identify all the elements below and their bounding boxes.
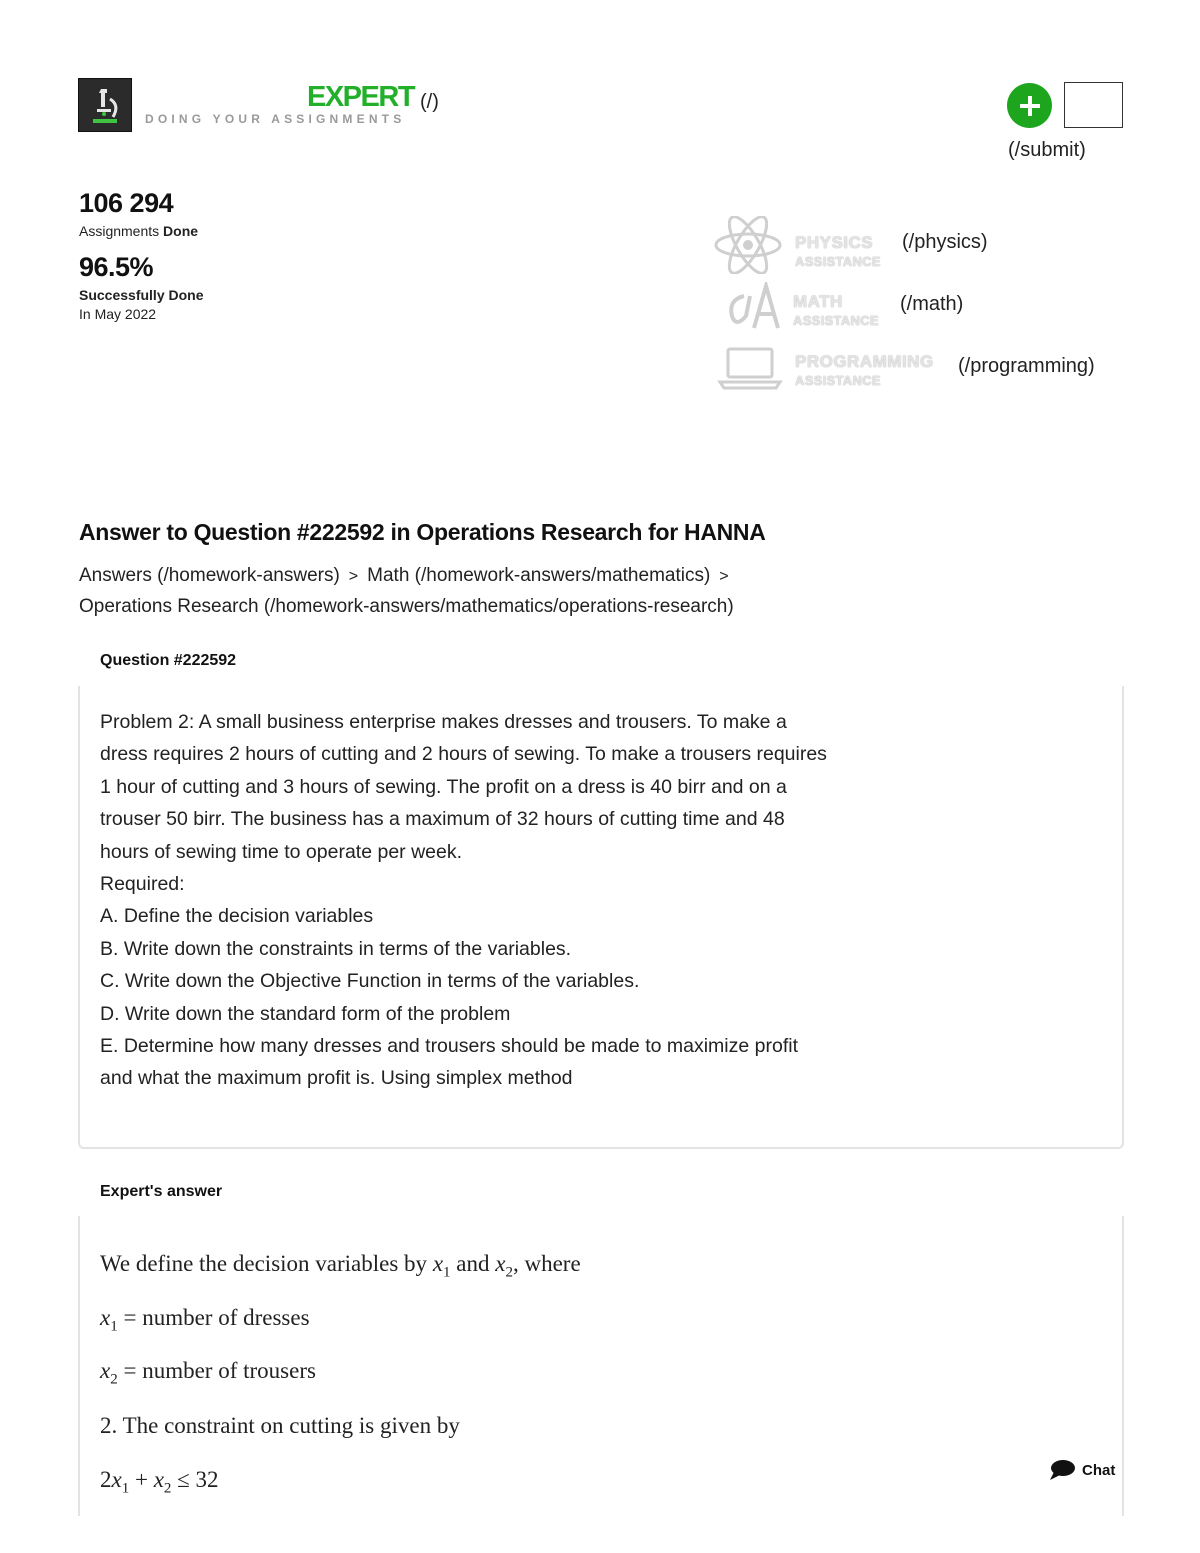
service-physics-name[interactable]: PHYSICS bbox=[795, 233, 874, 252]
brand-name[interactable]: EXPERT bbox=[307, 81, 415, 113]
submit-image-placeholder[interactable] bbox=[1064, 82, 1123, 128]
question-label: Question #222592 bbox=[100, 652, 237, 669]
service-programming-sub: ASSISTANCE bbox=[795, 373, 881, 388]
question-line: Problem 2: A small business enterprise makes dresses and trousers. To make a bbox=[100, 711, 787, 733]
success-rate: 96.5% bbox=[79, 252, 154, 282]
breadcrumb-separator: > bbox=[348, 568, 359, 585]
submit-button[interactable] bbox=[1007, 83, 1052, 128]
question-text bbox=[100, 706, 900, 1095]
question-line: Required: bbox=[100, 873, 185, 896]
answer-line-constraint-heading: 2. The constraint on cutting is given by bbox=[100, 1413, 460, 1438]
answer-text: , where bbox=[512, 1251, 581, 1276]
math-symbol-icon[interactable] bbox=[724, 282, 780, 332]
assignments-label-text: Assignments bbox=[79, 223, 160, 239]
assignments-count: 106 294 bbox=[79, 188, 174, 218]
chat-label: Chat bbox=[1082, 1461, 1116, 1479]
question-line: 1 hour of cutting and 3 hours of sewing. The profit on a dress is 40 birr and on a bbox=[100, 775, 787, 798]
question-line: D. Write down the standard form of the problem bbox=[100, 1002, 511, 1025]
question-line: hours of sewing time to operate per week. bbox=[100, 840, 463, 863]
laptop-icon[interactable] bbox=[716, 346, 784, 390]
brand-link[interactable]: (/) bbox=[420, 91, 439, 113]
breadcrumb bbox=[79, 561, 979, 622]
page-title: Answer to Question #222592 in Operations Research for HANNA bbox=[79, 519, 766, 545]
answer-line-constraint: $2x_1 + x_2 \le 32$ bbox=[100, 1467, 219, 1497]
service-physics-link[interactable]: (/physics) bbox=[902, 231, 988, 253]
success-label: Successfully Done bbox=[79, 287, 204, 303]
question-line: C. Write down the Objective Function in terms of the variables. bbox=[100, 970, 640, 993]
service-programming-name[interactable]: PROGRAMMING bbox=[795, 352, 934, 371]
answer-text: = number of dresses bbox=[123, 1305, 310, 1330]
assignments-label-bold: Done bbox=[163, 223, 199, 239]
submit-link[interactable]: (/submit) bbox=[1008, 139, 1086, 161]
answer-text: = number of trousers bbox=[123, 1358, 316, 1383]
answer-text: ≤ 32 bbox=[177, 1467, 219, 1492]
answer-line-x1: $x_1$ = number of dresses bbox=[100, 1305, 310, 1335]
question-line: E. Determine how many dresses and trousers should be made to maximize profit bbox=[100, 1035, 798, 1058]
site-logo[interactable] bbox=[78, 78, 132, 132]
service-math-link[interactable]: (/math) bbox=[900, 293, 964, 315]
question-line: dress requires 2 hours of cutting and 2 hours of sewing. To make a trousers requires bbox=[100, 743, 827, 766]
service-physics-sub: ASSISTANCE bbox=[795, 254, 881, 269]
answer-line-x2: $x_2$ = number of trousers bbox=[100, 1358, 316, 1388]
service-math-sub: ASSISTANCE bbox=[793, 313, 879, 328]
chat-bubble-icon bbox=[1048, 1459, 1076, 1481]
service-programming-link[interactable]: (/programming) bbox=[958, 355, 1095, 377]
answer-line-definition: We define the decision variables by $x_1$ and $x_2$, where bbox=[100, 1251, 581, 1281]
atom-icon[interactable] bbox=[712, 216, 784, 274]
plus-icon bbox=[1018, 94, 1042, 118]
question-line: trouser 50 birr. The business has a maximum of 32 hours of cutting time and 48 bbox=[100, 808, 785, 831]
question-line: and what the maximum profit is. Using simplex method bbox=[100, 1067, 573, 1090]
breadcrumb-math[interactable]: Math (/homework-answers/mathematics) bbox=[367, 565, 711, 586]
microscope-icon bbox=[79, 79, 131, 131]
breadcrumb-separator: > bbox=[719, 568, 729, 585]
question-line: A. Define the decision variables bbox=[100, 905, 374, 928]
assignments-label bbox=[79, 222, 198, 240]
success-period: In May 2022 bbox=[79, 306, 157, 322]
answer-label: Expert's answer bbox=[100, 1183, 223, 1200]
answer-text: and bbox=[456, 1251, 490, 1276]
breadcrumb-answers[interactable]: Answers (/homework-answers) bbox=[79, 565, 340, 586]
brand-tagline: DOING YOUR ASSIGNMENTS bbox=[145, 112, 406, 126]
answer-text: We define the decision variables by bbox=[100, 1251, 428, 1276]
breadcrumb-operations-research[interactable]: Operations Research (/homework-answers/mathematics/operations-research) bbox=[79, 596, 734, 617]
question-line: B. Write down the constraints in terms of the variables. bbox=[100, 937, 572, 960]
service-math-name[interactable]: MATH bbox=[793, 292, 843, 311]
chat-button[interactable] bbox=[1048, 1459, 1115, 1481]
